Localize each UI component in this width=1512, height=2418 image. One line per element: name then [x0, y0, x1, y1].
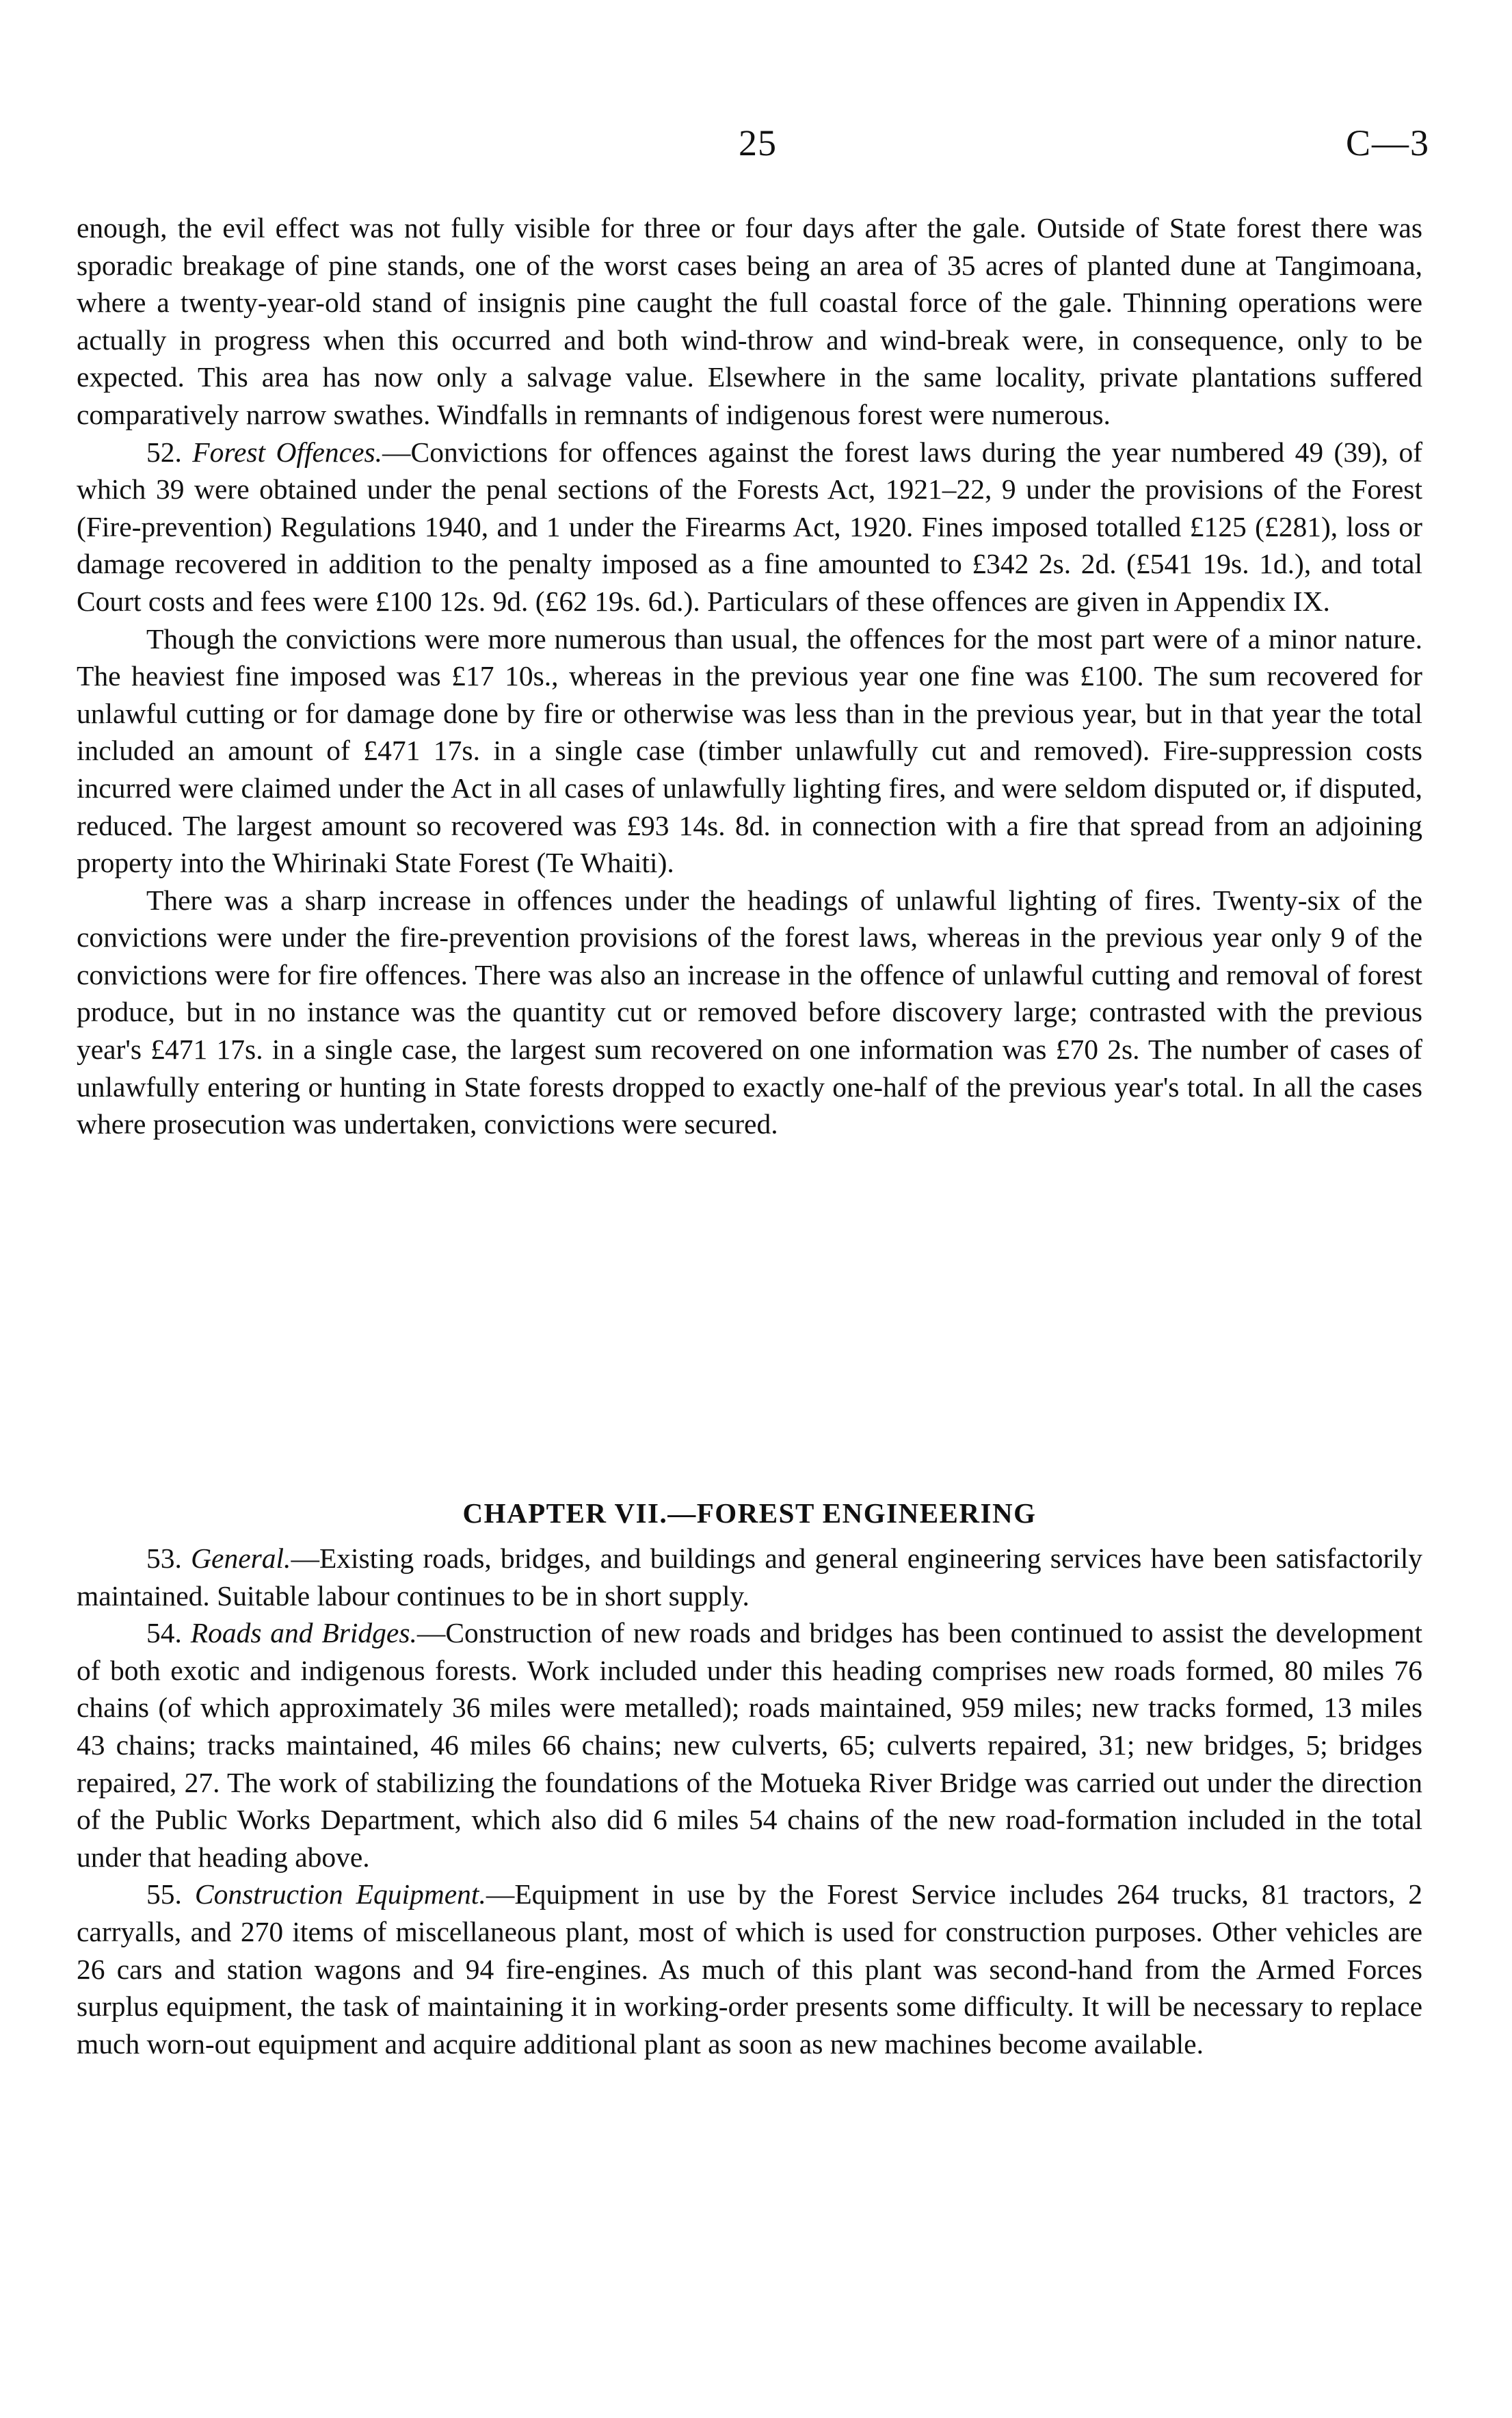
paragraph-number: 54.	[146, 1617, 182, 1649]
paragraph-heading: Roads and Bridges.	[190, 1617, 417, 1649]
paragraph-text: enough, the evil effect was not fully visible for three or four days after the gale. Outside of State forest there was sporadic breakage of pine stands, one of the worst cases being an area of 35 acres of planted dune at Tangimoana, where a twenty-year-old stand of insignis pine caught the full coastal force of the gale. Thinning operations were actually in progress when this occurred and both wind-throw and wind-break were, in consequence, only to be expected. This area has now only a salvage value. Elsewhere in the same locality, private plantations suffered comparatively narrow swathes. Windfalls in remnants of indigenous forest were numerous.	[77, 212, 1422, 430]
paragraph-convictions-detail	[77, 620, 1422, 882]
page-number: 25	[739, 122, 777, 163]
paragraph-54-roads-and-bridges	[77, 1614, 1422, 1876]
paragraph-text: —Existing roads, bridges, and buildings and general engineering services have been satisfactorily maintained. Suitable labour continues to be in short supply.	[77, 1542, 1423, 1612]
paragraph-number: 55.	[146, 1878, 182, 1910]
paragraph-number: 53.	[146, 1542, 182, 1574]
paragraph-text: —Equipment in use by the Forest Service includes 264 trucks, 81 tractors, 2 carryalls, and 270 items of miscellaneous plant, most of which is used for construction purposes. Other vehicles are 26 cars and station wagons and 94 fire-engines. As much of this plant was second-hand from the Armed Forces surplus equipment, the task of maintaining it in working-order presents some difficulty. It will be necessary to replace much worn-out equipment and acquire additional plant as soon as new machines become available.	[77, 1878, 1422, 2060]
paragraph-text: There was a sharp increase in offences under the headings of unlawful lighting of fires. Twenty-six of the convictions were under the fire-prevention provisions of the forest laws, whereas in the previous year only 9 of the convictions were for fire offences. There was also an increase in the offence of unlawful cutting and removal of forest produce, but in no instance was the quantity cut or removed before discovery large; contrasted with the previous year's £471 17s. in a single case, the largest sum recovered on one information was £70 2s. The number of cases of unlawfully entering or hunting in State forests dropped to exactly one-half of the previous year's total. In all the cases where prosecution was undertaken, convictions were secured.	[77, 884, 1422, 1140]
paragraph-53-general	[77, 1540, 1422, 1614]
paragraph-52-forest-offences	[77, 434, 1422, 620]
body-text-section-1	[77, 209, 1422, 1143]
body-text-section-2	[77, 1540, 1422, 2062]
paragraph-heading: Construction Equipment.	[194, 1878, 486, 1910]
paragraph-text: —Construction of new roads and bridges has been continued to assist the development of both exotic and indigenous forests. Work included under this heading comprises new roads formed, 80 miles 76 chains (of which approximately 36 miles were metalled); roads maintained, 959 miles; new tracks formed, 13 miles 43 chains; tracks maintained, 46 miles 66 chains; new culverts, 65; culverts repaired, 31; new bridges, 5; bridges repaired, 27. The work of stabilizing the foundations of the Motueka River Bridge was carried out under the direction of the Public Works Department, which also did 6 miles 54 chains of the new road-formation included in the total under that heading above.	[77, 1617, 1423, 1873]
document-reference: C—3	[1345, 122, 1430, 163]
paragraph-heading: General.	[191, 1542, 291, 1574]
paragraph-heading: Forest Offences.	[192, 436, 383, 468]
paragraph-text: —Convictions for offences against the forest laws during the year numbered 49 (39), of which 39 were obtained under the penal sections of the Forests Act, 1921–22, 9 under the provisions of the Forest (Fire-prevention) Regulations 1940, and 1 under the Firearms Act, 1920. Fines imposed totalled £125 (£281), loss or damage recovered in addition to the penalty imposed as a fine amounted to £342 2s. 2d. (£541 19s. 1d.), and total Court costs and fees were £100 12s. 9d. (£62 19s. 6d.). Particulars of these offences are given in Appendix IX.	[77, 436, 1423, 617]
paragraph-fire-offences	[77, 882, 1422, 1143]
chapter-heading: CHAPTER VII.—FOREST ENGINEERING	[462, 1497, 1037, 1529]
paragraph-number: 52.	[146, 436, 182, 468]
paragraph-55-construction-equipment	[77, 1876, 1422, 2062]
paragraph-text: Though the convictions were more numerous than usual, the offences for the most part were of a minor nature. The heaviest fine imposed was £17 10s., whereas in the previous year one fine was £100. The sum recovered for unlawful cutting or for damage done by fire or otherwise was less than in the previous year, but in that year the total included an amount of £471 17s. in a single case (timber unlawfully cut and removed). Fire-suppression costs incurred were claimed under the Act in all cases of unlawfully lighting fires, and were seldom disputed or, if disputed, reduced. The largest amount so recovered was £93 14s. 8d. in connection with a fire that spread from an adjoining property into the Whirinaki State Forest (Te Whaiti).	[77, 622, 1422, 879]
paragraph-continuation	[77, 209, 1422, 434]
